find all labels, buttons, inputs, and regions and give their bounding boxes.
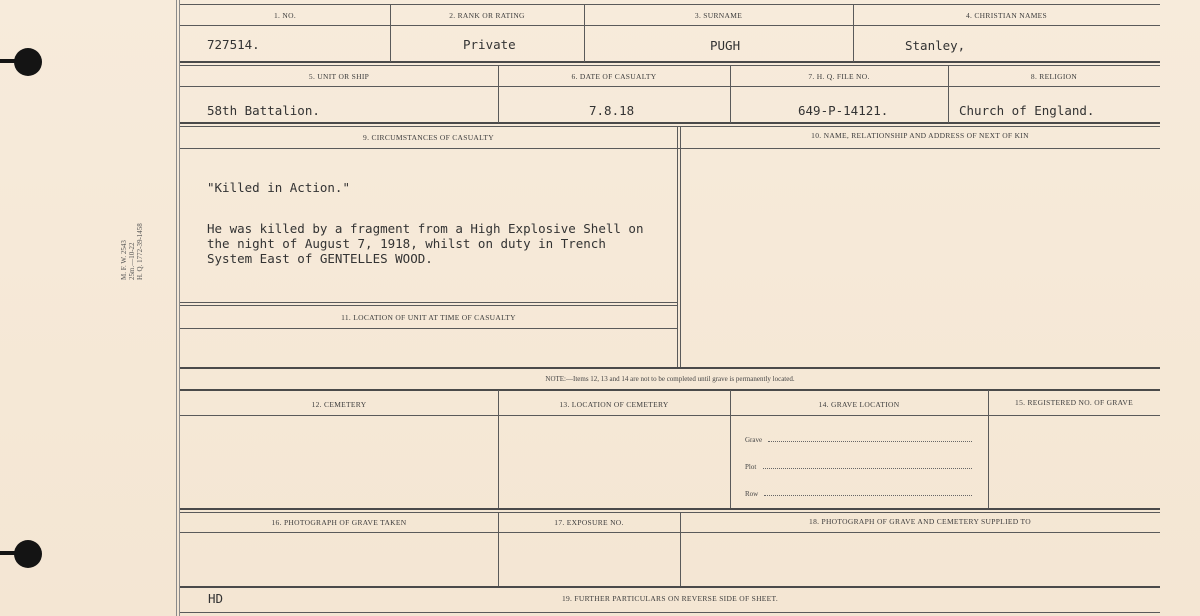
religion-label: 8. RELIGION (1030, 72, 1078, 81)
punch-hole-bottom (14, 540, 42, 568)
circumstances-label: 9. CIRCUMSTANCES OF CASUALTY (363, 133, 494, 142)
hq-file-label: 7. H. Q. FILE NO. (808, 72, 870, 81)
side-print-codes: M. F. W. 2543 25m.—10-22 H. Q. 1772-39-1458 (120, 223, 144, 280)
note-text: NOTE:—Items 12, 13 and 14 are not to be completed until grave is permanently located. (545, 375, 795, 383)
hq-file-value: 649-P-14121. (798, 103, 889, 118)
circumstances-line1: "Killed in Action." (207, 180, 350, 195)
no-value: 727514. (207, 37, 260, 52)
date-value: 7.8.18 (589, 103, 635, 118)
cemetery-label: 12. CEMETERY (311, 400, 367, 409)
photo-supplied-label: 18. PHOTOGRAPH OF GRAVE AND CEMETERY SUPPLIED TO (809, 517, 1031, 526)
religion-value: Church of England. (959, 103, 1095, 118)
grave-field-label: Grave (745, 436, 763, 444)
plot-dotted-line (763, 467, 972, 469)
location-cemetery-label: 13. LOCATION OF CEMETERY (559, 400, 669, 409)
exposure-label: 17. EXPOSURE NO. (554, 518, 624, 527)
rank-label: 2. RANK OR RATING (449, 11, 525, 20)
circumstances-text: He was killed by a fragment from a High Explosive Shell on the night of August 7, 1918, whilst on duty in Trench System East of GENTELLES WOOD. (207, 221, 644, 266)
photo-taken-label: 16. PHOTOGRAPH OF GRAVE TAKEN (271, 518, 407, 527)
christian-names-value: Stanley, (905, 38, 966, 53)
unit-label: 5. UNIT OR SHIP (308, 72, 370, 81)
grave-dotted-line (768, 440, 972, 442)
row-dotted-line (764, 494, 972, 496)
christian-names-label: 4. CHRISTIAN NAMES (965, 11, 1048, 20)
rank-value: Private (463, 37, 516, 52)
next-of-kin-label: 10. NAME, RELATIONSHIP AND ADDRESS OF NEXT OF KIN (811, 131, 1029, 140)
grave-location-label: 14. GRAVE LOCATION (818, 400, 900, 409)
surname-label: 3. SURNAME (694, 11, 743, 20)
registered-no-label: 15. REGISTERED NO. OF GRAVE (1015, 398, 1133, 407)
surname-value: PUGH (710, 38, 741, 53)
further-particulars-label: 19. FURTHER PARTICULARS ON REVERSE SIDE OF SHEET. (561, 594, 779, 603)
location-unit-label: 11. LOCATION OF UNIT AT TIME OF CASUALTY (341, 313, 516, 322)
unit-value: 58th Battalion. (207, 103, 320, 118)
plot-field-label: Plot (745, 463, 757, 471)
initials-value: HD (208, 591, 224, 606)
margin-line (176, 0, 177, 616)
row-field-label: Row (745, 490, 759, 498)
no-label: 1. NO. (273, 11, 296, 20)
punch-hole-top (14, 48, 42, 76)
date-label: 6. DATE OF CASUALTY (571, 72, 657, 81)
